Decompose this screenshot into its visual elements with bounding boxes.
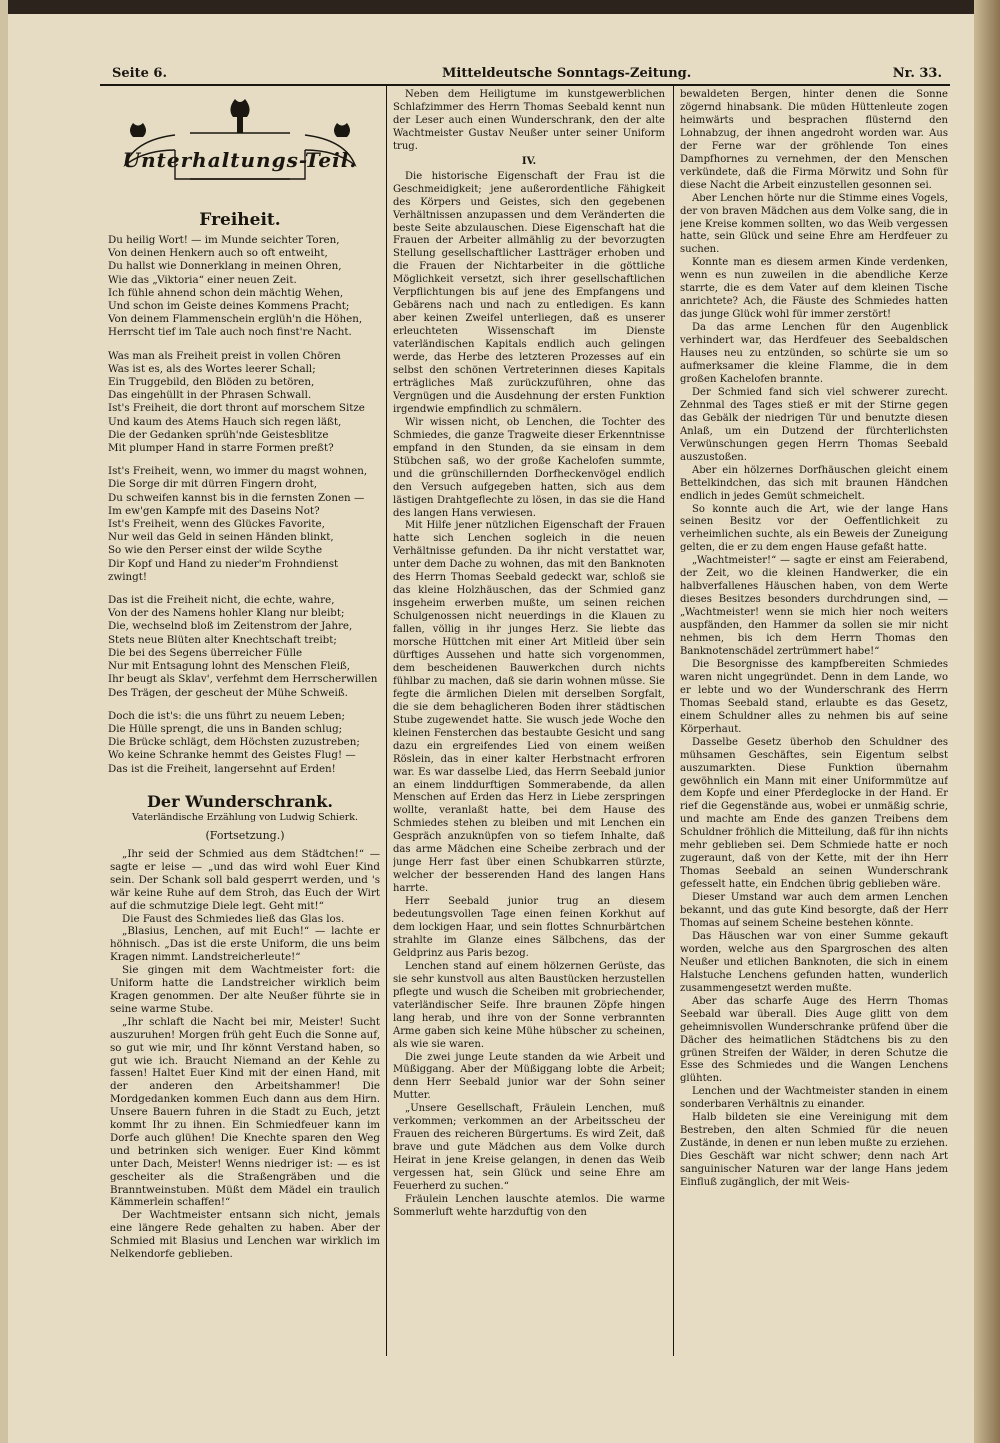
paragraph: Das Häuschen war von einer Summe gekauft worden, welche aus den Spargroschen des alten Neußer und etlichen Banknoten, die sich in einem Halstuche Lenchens gefunden hatten, wunderlich zusammengesetzt werden mußte.: [680, 930, 948, 994]
paragraph: Die zwei junge Leute standen da wie Arbeit und Müßiggang. Aber der Müßiggang lobte die Arbeit; denn Herr Seebald junior war der Sohn seiner Mutter.: [393, 1051, 665, 1102]
paragraph: „Wachtmeister!“ — sagte er einst am Feierabend, der Zeit, wo die kleinen Handwerker, die ein halbverfallenes Häuschen haben, von dem Werte dieses Besitzes besonders durchdrungen sind, — „Wachtmeister! wenn sie mich hier noch weiters auspfänden, den Hammer da sollen sie mir nicht nehmen, bis ich dem Herrn Thomas den Banknotenschädel zertrümmert habe!“: [680, 555, 948, 657]
poem-stanza: Was man als Freiheit preist in vollen Chören Was ist es, als des Wortes leerer Schall; Ein Truggebild, den Blöden zu betören, Das eingehüllt in der Phrasen Schwall. Ist's Freiheit, die dort thront auf morschem Sitze Und kaum des Atems Hauch sich regen läßt, Die der Gedanken sprüh'nde Geistesblitze Mit plumper Hand in starre Formen preßt?: [108, 349, 365, 455]
paragraph: Die historische Eigenschaft der Frau ist die Geschmeidigkeit; jene außerordentliche Fähigkeit des Körpers und Geistes, sich den gegebenen Verhältnissen anzupassen und dem Veränderten die beste Seite abzulauschen. Diese Eigenschaft hat die Frauen der Arbeiter allmählig zu der bevorzugten Stellung gesellschaftlicher Lastträger erhoben und die Frauen der Nichtarbeiter in die göttliche Möglichkeit versetzt, sich ihrer gesellschaftlichen Verpflichtungen bis auf jene des Empfangens und Gebärens nach und nach zu entledigen. Es kann aber keinen Zweifel unterliegen, daß es unserer erleuchteten Wissenschaft im Dienste vaterländischen Kapitals endlich auch gelingen werde, das Herbe des letzteren Prozesses auf ein selbst den schönen Vertreterinnen dieses Kapitals erträgliches Maß zurückzuführen, ohne das Vergnügen und die Ausdehnung der ersten Funktion irgendwie empfindlich zu schmälern.: [393, 170, 665, 415]
paragraph: Der Schmied fand sich viel schwerer zurecht. Zehnmal des Tages stieß er mit der Stirne gegen das Gebälk der niedrigen Tür und benutzte diesen Anlaß, um ein Dutzend der fürchterlichsten Verwünschungen gegen Herrn Thomas Seebald auszustoßen.: [680, 386, 948, 463]
page-header: [112, 66, 942, 86]
paragraph: Wir wissen nicht, ob Lenchen, die Tochter des Schmiedes, die ganze Tragweite dieser Erkenntnisse empfand in den Stunden, da sie einsam in dem Stübchen saß, wo der große Kachelofen summte, und die grünschillernden Dorfheckenvögel endlich den Versuch aufgegeben hatten, sich aus dem lästigen Drahtgeflechte zu lösen, in das sie die Hand des langen Hans verwiesen.: [393, 416, 665, 519]
paragraph: Aber ein hölzernes Dorfhäuschen gleicht einem Bettelkindchen, das sich mit braunen Händchen endlich in jedes Gemüt schmeichelt.: [680, 464, 948, 502]
paragraph: Aber das scharfe Auge des Herrn Thomas Seebald war überall. Dies Auge glitt von dem geheimnisvollen Wunderschranke prüfend über die Dächer des heimatlichen Städtchens bis zu den grünen Streifen der Wälder, in deren Schutze die Esse des Schmiedes und die Wangen Lenchens glühten.: [680, 995, 948, 1085]
story-subtitle: Vaterländische Erzählung von Ludwig Schierk.: [131, 812, 359, 823]
poem-stanza: Ist's Freiheit, wenn, wo immer du magst wohnen, Die Sorge dir mit dürren Fingern droht, Du schweifen kannst bis in die fernsten Zonen — Im ew'gen Kampfe mit des Daseins Not? Ist's Freiheit, wenn des Glückes Favorite, Nur weil das Geld in seinen Händen blinkt, So wie den Perser einst der wilde Scythe Dir Kopf und Hand zu nieder'm Frohndienst zwingt!: [108, 465, 368, 583]
paragraph: So konnte auch die Art, wie der lange Hans seinen Besitz vor der Oeffentlichkeit zu verheimlichen suchte, als ein Beweis der Zuneigung gelten, die er zu dem engen Hause gefaßt hatte.: [680, 503, 948, 554]
column-3-text: [680, 89, 948, 1359]
paragraph: Da das arme Lenchen für den Augenblick verhindert war, das Herdfeuer des Seebaldschen Hauses neu zu entzünden, so schürte sie um so aufmerksamer die kleine Flamme, die in dem großen Kachelofen brannte.: [680, 322, 948, 385]
chapter-number: IV.: [521, 155, 537, 167]
poem-stanza: Doch die ist's: die uns führt zu neuem Leben; Die Hülle sprengt, die uns in Banden schlug; Die Brücke schlägt, dem Höchsten zuzustreben; Wo keine Schranke hemmt des Geistes Flug! — Das ist die Freiheit, langersehnt auf Erden!: [108, 709, 360, 774]
issue-number: Nr. 33.: [892, 66, 942, 81]
paragraph: Konnte man es diesem armen Kinde verdenken, wenn es nun zuweilen in die abendliche Kerze starrte, die es dem Vater auf dem kleinen Tische anrichtete? Ach, die Fäuste des Schmiedes hatten das junge Glück wohl für immer zerstört!: [680, 257, 948, 321]
paragraph: „Ihr seid der Schmied aus dem Städtchen!“ — sagte er leise — „und das wird wohl Euer Kind sein. Der Schank soll bald gesperrt werden, und 's wär keine Ruhe auf dem Stroh, das Euch der Wirt auf die schmutzige Diele legt. Geht mit!“: [110, 848, 380, 912]
paragraph: Fräulein Lenchen lauschte atemlos. Die warme Sommerluft wehte harzduftig von den: [393, 1194, 665, 1218]
paragraph: Dasselbe Gesetz überhob den Schuldner des mühsamen Geschäftes, sein Eigentum selbst auszumarkten. Diese Funktion übernahm gewöhnlich ein Mann mit einer Uniformmütze auf dem Kopfe und einer Pferdeglocke in der Hand. Er rief die Gegenstände aus, wobei er unmäßig schrie, und machte am Ende des ganzen Treibens dem Schuldner fröhlich die Mitteilung, daß für ihn nichts mehr geblieben sei. Dem Schmiede hatte er noch zugeraunt, daß von der Kette, mit der ihn Herr Thomas Seebald an seinen Wunderschrank gefesselt hatte, ein Endchen übrig geblieben wäre.: [680, 736, 948, 891]
paragraph: Der Wachtmeister entsann sich nicht, jemals eine längere Rede gehalten zu haben. Aber der Schmied mit Blasius und Lenchen war wirklich im Nelkendorfe geblieben.: [110, 1209, 380, 1261]
book-binding: [974, 0, 1000, 1443]
paragraph: „Blasius, Lenchen, auf mit Euch!“ — lachte er höhnisch. „Das ist die erste Uniform, die uns beim Kragen nimmt. Landstreicherleute!“: [110, 925, 380, 964]
paragraph: Lenchen und der Wachtmeister standen in einem sonderbaren Verhältnis zu einander.: [680, 1086, 948, 1111]
paragraph: Aber Lenchen hörte nur die Stimme eines Vogels, der von braven Mädchen aus dem Volke sang, die in jene Kreise kommen sollten, wo das Weib vergessen hatte, sein Glück und seine Ehre am Herdfeuer zu suchen.: [680, 192, 948, 256]
poem-body: [108, 234, 380, 774]
column-2-text: [393, 89, 665, 1359]
column-1-text: [110, 848, 380, 1358]
paragraph: Neben dem Heiligtume im kunstgewerblichen Schlafzimmer des Herrn Thomas Seebald kennt nun der Leser auch einen Wunderschrank, den der alte Wachtmeister Gustav Neußer unter seiner Uniform trug.: [393, 89, 665, 152]
page-number: Seite 6.: [112, 66, 167, 81]
paragraph: Herr Seebald junior trug an diesem bedeutungsvollen Tage einen feinen Korkhut auf dem lockigen Haar, und sein flottes Schnurbärtchen strahlte im Glanze eines Sälbchens, das der Geldprinz aus Paris bezog.: [393, 896, 665, 959]
section-title: Unterhaltungs-Teil.: [122, 148, 358, 172]
story-continuation: (Fortsetzung.): [205, 829, 285, 842]
poem-title: Freiheit.: [199, 210, 281, 230]
paragraph: bewaldeten Bergen, hinter denen die Sonne zögernd hinabsank. Die müden Hüttenleute zogen heimwärts und besprachen flüsternd den Lohnabzug, der ihnen angedroht worden war. Aus der Ferne war der gröhlende Ton eines Dampfhornes zu vernehmen, der den Menschen verkündete, daß die Firma Mörwitz und Sohn für diese Nacht die Arbeit einzustellen gesonnen sei.: [680, 89, 948, 191]
paragraph: Die Besorgnisse des kampfbereiten Schmiedes waren nicht ungegründet. Denn in dem Lande, wo er lebte und wo der Wunderschrank des Herrn Thomas Seebald stand, erlaubte es das Gesetz, einem Schuldner alles zu nehmen bis auf seine Körperhaut.: [680, 658, 948, 735]
paragraph: Halb bildeten sie eine Vereinigung mit dem Bestreben, den alten Schmied für die neuen Zustände, in denen er nun leben mußte zu erziehen. Dies Geschäft war nicht schwer; denn nach Art sanguinischer Naturen war der lange Hans jedem Einfluß zugänglich, der mit Weis-: [680, 1112, 948, 1189]
paragraph: „Unsere Gesellschaft, Fräulein Lenchen, muß verkommen; verkommen an der Arbeitsscheu der Frauen des reicheren Bürgertums. Es wird Zeit, daß brave und gute Mädchen aus dem Volke durch Heirat in jene Kreise gelangen, in denen das Weib vergessen hat, sein Glück und seine Ehre am Feuerherd zu suchen.“: [393, 1103, 665, 1193]
scan-top-border: [0, 0, 1000, 14]
paragraph: Mit Hilfe jener nützlichen Eigenschaft der Frauen hatte sich Lenchen sogleich in die neuen Verhältnisse gefunden. Da ihr nicht verstattet war, unter dem Dache zu wohnen, das mit den Banknoten des Herrn Thomas Seebald gedeckt war, schloß sie das kleine Holzhäuschen, das der Schmied ganz insgeheim erwerben mußte, um seinen reichen Schulgenossen nicht neuerdings in die Klauen zu fallen, völlig in ihr junges Herz. Sie liebte das morsche Hüttchen mit einer Art Mitleid über sein dürftiges Aussehen und hatte sich vorgenommen, dem bescheidenen Bauwerkchen durch nichts fühlbar zu machen, daß sie darin wohnen müsse. Sie fegte die ärmlichen Dielen mit derselben Sorgfalt, die sie dem behaglicheren Boden ihrer städtischen Stube zugewendet hatte. Sie wusch jede Woche den kleinen Fensterchen das bestaubte Gesicht und sang dazu ein ergreifendes Lied von einem weißen Röslein, das in einer kalter Herbstnacht erfroren war. Es war dasselbe Lied, das Herrn Seebald junior an einem linddurftigen Sommerabende, da allen Menschen auf Erden das Herz in Liebe zerspringen wollte, veranlaßt hatte, bei dem Hause des Schmiedes stehen zu bleiben und mit Lenchen ein Gespräch anzuknüpfen von so tiefem Inhalte, daß das arme Mädchen eine Scheibe zerbrach und der junge Herr fast über einen Schubkarren stürzte, welcher der besserenden Hand des langen Hans harrte.: [393, 520, 665, 895]
poem-stanza: Das ist die Freiheit nicht, die echte, wahre, Von der des Namens hohler Klang nur bleibt; Die, wechselnd bloß im Zeitenstrom der Jahre, Stets neue Blüten alter Knechtschaft treibt; Die bei des Segens überreicher Fülle Nur mit Entsagung lohnt des Menschen Fleiß, Ihr beugt als Sklav', verfehmt dem Herrscherwillen Des Trägen, der gescheut der Mühe Schweiß.: [108, 594, 378, 699]
scan-left-edge: [0, 0, 8, 1443]
column-rule-2: [673, 86, 674, 1356]
paragraph: Sie gingen mit dem Wachtmeister fort: die Uniform hatte die Landstreicher wirklich beim Kragen genommen. Der alte Neußer führte sie in seine warme Stube.: [110, 964, 380, 1015]
poem-stanza: Du heilig Wort! — im Munde seichter Toren, Von deinen Henkern auch so oft entweiht, Du hallst wie Donnerklang in meinen Ohren, Wie das „Viktoria“ einer neuen Zeit. Ich fühle ahnend schon dein mächtig Wehen, Und schon im Geiste deines Kommens Pracht; Von deinem Flammenschein erglüh'n die Höhen, Herrscht tief im Tale auch noch finst're Nacht.: [108, 234, 363, 339]
paragraph: Die Faust des Schmiedes ließ das Glas los.: [122, 912, 345, 925]
newspaper-name: Mitteldeutsche Sonntags-Zeitung.: [442, 66, 692, 81]
column-rule-1: [386, 86, 387, 1356]
paragraph: Dieser Umstand war auch dem armen Lenchen bekannt, und das gute Kind besorgte, daß der Herr Thomas auf seinem Scheine bestehen könnte.: [680, 892, 948, 929]
paragraph: „Ihr schlaft die Nacht bei mir, Meister! Sucht auszuruhen! Morgen früh geht Euch die Sonne auf, so gut wie mir, und Ihr könnt Verstand haben, so gut wie ich. Braucht Niemand an der Kehle zu fassen! Haltet Euer Kind mit der einen Hand, mit der anderen den Arbeitshammer! Die Mordgedanken kommen Euch dann aus dem Hirn. Unsere Bauern fuhren in die Stadt zu Euch, jetzt kommt Ihr zu ihnen. Ein Schmiedfeuer kann im Dorfe auch glühen! Die Knechte sparen den Weg und betrinken sich weniger. Euer Kind kömmt unter Dach, Meister! Wenns niedriger ist: — es ist gescheiter als die Straßengräben und die Branntweinstuben. Müßt dem Mädel ein traulich Kämmerlein schaffen!“: [110, 1015, 380, 1209]
paragraph: Lenchen stand auf einem hölzernen Gerüste, das sie sehr kunstvoll aus alten Baustücken herzustellen pflegte und wusch die Scheiben mit grobriechender, vaterländischer Seife. Ihre braunen Zöpfe hingen lang herab, und ihre von der Sonne verbrannten Arme gaben sich keine Mühe hübscher zu scheinen, als wie sie waren.: [393, 960, 665, 1050]
header-rule: [100, 84, 950, 86]
story-title: Der Wunderschrank.: [147, 792, 333, 811]
